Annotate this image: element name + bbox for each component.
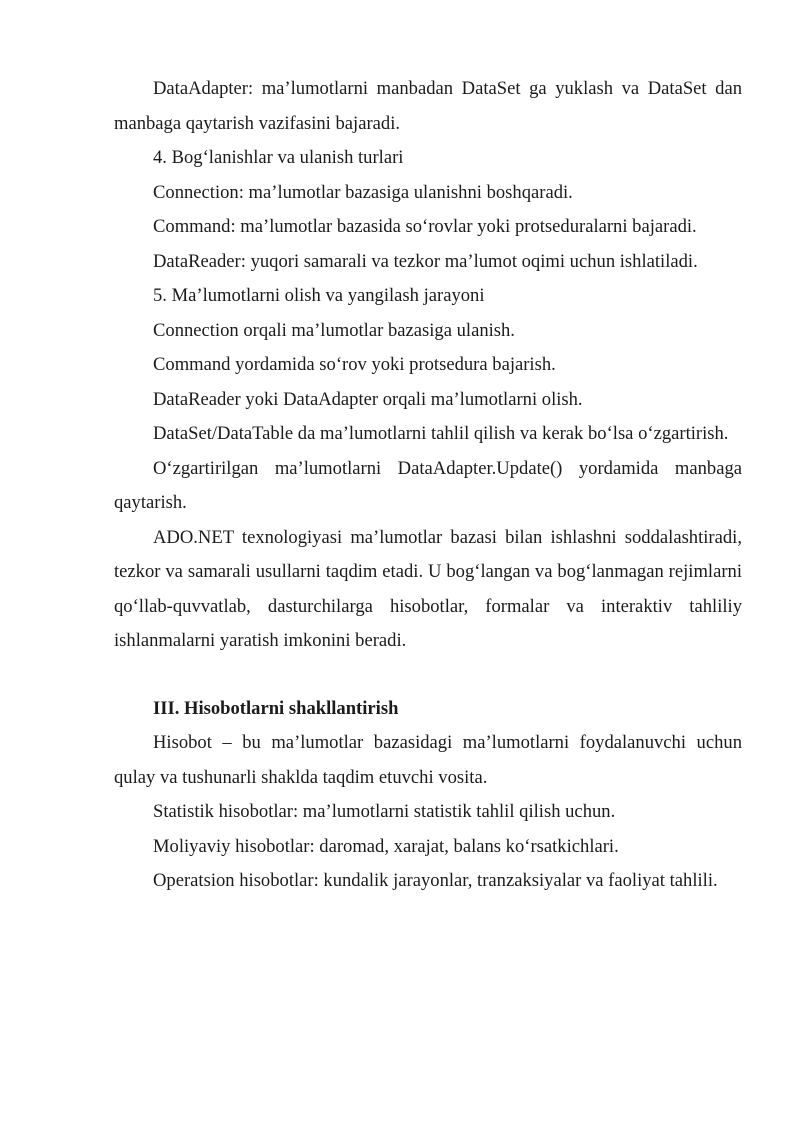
paragraph-report-definition: Hisobot – bu ma’lumotlar bazasidagi ma’lumotlarni foydalanuvchi uchun qulay va tushunarli shaklda taqdim etuvchi vosita. bbox=[114, 732, 742, 788]
paragraph-operational-reports: Operatsion hisobotlar: kundalik jarayonlar, tranzaksiyalar va faoliyat tahlili. bbox=[153, 870, 718, 891]
subheading-data-retrieval: 5. Ma’lumotlarni olish va yangilash jarayoni bbox=[153, 285, 485, 306]
paragraph-datareader: DataReader: yuqori samarali va tezkor ma’lumot oqimi uchun ishlatiladi. bbox=[153, 250, 698, 272]
subheading-connection-types: 4. Bog‘lanishlar va ulanish turlari bbox=[153, 147, 404, 168]
document-page bbox=[114, 72, 742, 899]
step-fetch: DataReader yoki DataAdapter orqali ma’lumotlarni olish. bbox=[153, 388, 583, 410]
step-update: O‘zgartirilgan ma’lumotlarni DataAdapter.Update() yordamida manbaga qaytarish. bbox=[114, 457, 742, 513]
section-heading: III. Hisobotlarni shakllantirish bbox=[153, 697, 399, 719]
step-connect: Connection orqali ma’lumotlar bazasiga ulanish. bbox=[153, 319, 515, 341]
step-analyze: DataSet/DataTable da ma’lumotlarni tahlil qilish va kerak bo‘lsa o‘zgartirish. bbox=[153, 423, 729, 444]
paragraph-adonet-summary: ADO.NET texnologiyasi ma’lumotlar bazasi bilan ishlashni soddalashtiradi, tezkor va samarali usullarni taqdim etadi. U bog‘langan va bog‘lanmagan rejimlarni qo‘llab-quvvatlab, dasturchilarga hisobotlar, formalar va interaktiv tahliliy ishlanmalarni yaratish imkonini beradi. bbox=[114, 526, 742, 651]
paragraph-connection: Connection: ma’lumotlar bazasiga ulanishni boshqaradi. bbox=[153, 181, 573, 203]
paragraph-command: Command: ma’lumotlar bazasida so‘rovlar yoki protseduralarni bajaradi. bbox=[153, 216, 697, 237]
paragraph-dataadapter: DataAdapter: ma’lumotlarni manbadan DataSet ga yuklash va DataSet dan manbaga qaytarish vazifasini bajaradi. bbox=[114, 78, 742, 134]
paragraph-statistical-reports: Statistik hisobotlar: ma’lumotlarni statistik tahlil qilish uchun. bbox=[153, 801, 616, 822]
paragraph-financial-reports: Moliyaviy hisobotlar: daromad, xarajat, balans ko‘rsatkichlari. bbox=[153, 835, 619, 857]
step-command: Command yordamida so‘rov yoki protsedura bajarish. bbox=[153, 354, 556, 375]
